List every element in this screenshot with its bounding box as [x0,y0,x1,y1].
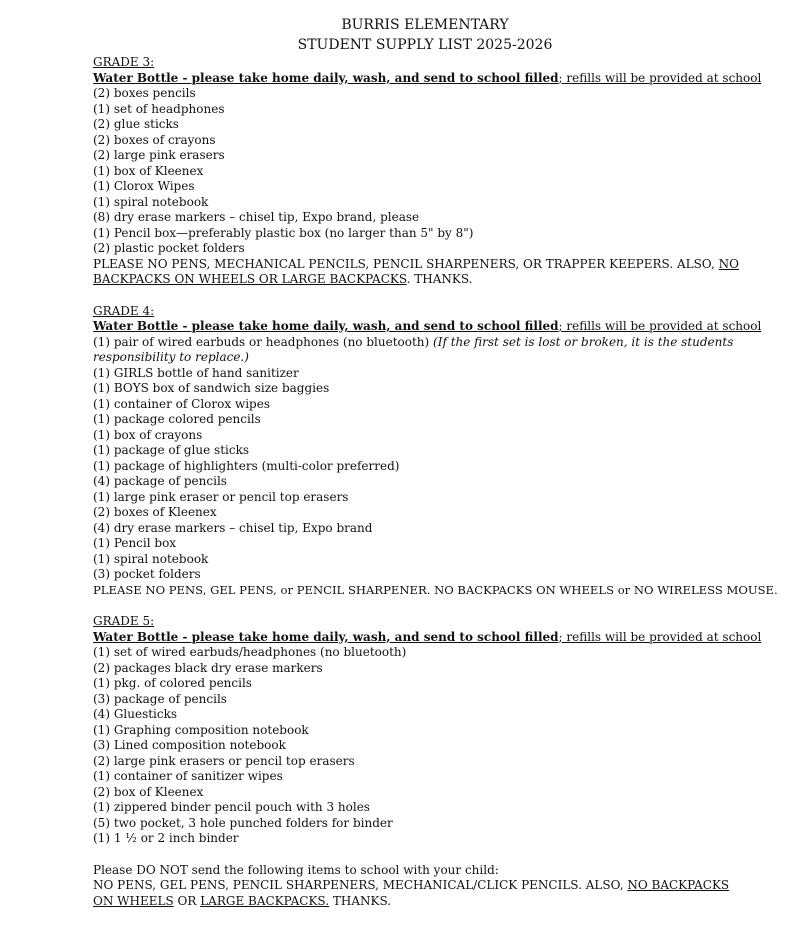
list-item: (1) Graphing composition notebook [93,722,309,737]
footer-underlined-large: LARGE BACKPACKS. [200,893,330,908]
list-item: (2) large pink erasers [93,148,225,162]
list-item: (1) spiral notebook [93,551,209,566]
list-item: (1) Pencil box [93,536,177,550]
list-item: (2) large pink erasers or pencil top erasers [93,753,355,768]
water-bottle-bold: Water Bottle - please take home daily, wash, and send to school filled [93,70,559,85]
section-spacer [93,288,773,304]
grade-3-note-text: PLEASE NO PENS, MECHANICAL PENCILS, PENCIL SHARPENERS, OR TRAPPER KEEPERS. ALSO, [93,256,719,271]
water-bottle-line [93,319,773,335]
water-bottle-refills: ; refills will be provided at school [558,319,762,333]
list-item: (1) Pencil box—preferably plastic box (no larger than 5" by 8") [93,225,474,240]
footer-prohibited-text: NO PENS, GEL PENS, PENCIL SHARPENERS, MECHANICAL/CLICK PENCILS. ALSO, [93,878,628,892]
list-item: (1) package colored pencils [93,412,261,426]
water-bottle-refills: ; refills will be provided at school [558,70,762,85]
school-name: BURRIS ELEMENTARY [341,17,509,33]
grade-3-heading: GRADE 3: [93,55,155,69]
list-item: (2) plastic pocket folders [93,241,245,255]
grade-3-items [93,86,773,257]
list-item: (2) glue sticks [93,117,179,131]
list-item: (2) boxes of crayons [93,132,216,147]
list-item: (1) GIRLS bottle of hand sanitizer [93,365,299,380]
water-bottle-refills: ; refills will be provided at school [558,629,762,644]
list-item: (1) box of Kleenex [93,163,204,178]
list-item: (1) large pink eraser or pencil top erasers [93,489,349,504]
list-item: (1) zippered binder pencil pouch with 3 holes [93,800,370,814]
list-item: (2) boxes of Kleenex [93,505,217,519]
list-item: (3) package of pencils [93,691,227,706]
footer-note [93,863,773,910]
list-item: (1) container of sanitizer wipes [93,769,283,783]
list-item: (1) package of glue sticks [93,443,250,457]
list-item: (2) boxes pencils [93,86,196,100]
grade-4-items [93,366,773,583]
list-item: (1) set of wired earbuds/headphones (no bluetooth) [93,645,407,659]
document-header [0,15,790,55]
list-item: (1) Clorox Wipes [93,179,195,193]
list-title: STUDENT SUPPLY LIST 2025-2026 [297,37,553,53]
earbuds-item: (1) pair of wired earbuds or headphones (no bluetooth) [93,334,434,349]
water-bottle-bold: Water Bottle - please take home daily, wash, and send to school filled [93,629,559,644]
grade-3-section [93,55,773,288]
grade-5-section [93,614,773,847]
list-item: (3) Lined composition notebook [93,738,286,752]
list-item: (2) box of Kleenex [93,784,204,799]
footer-end: THANKS. [329,893,392,908]
water-bottle-bold: Water Bottle - please take home daily, wash, and send to school filled [93,319,559,333]
list-item: (4) dry erase markers – chisel tip, Expo brand [93,520,373,535]
list-item: (3) pocket folders [93,567,201,581]
list-item: (1) container of Clorox wipes [93,396,270,411]
list-item: (4) package of pencils [93,474,227,488]
list-item: (1) pkg. of colored pencils [93,676,252,690]
grade-5-heading: GRADE 5: [93,614,155,628]
grade-4-section [93,303,778,599]
section-spacer [93,598,773,614]
list-item: (5) two pocket, 3 hole punched folders for binder [93,815,393,830]
footer-mid: OR [173,893,201,908]
grade-4-note: PLEASE NO PENS, GEL PENS, or PENCIL SHARPENER. NO BACKPACKS ON WHEELS or NO WIRELESS MOUSE. [93,582,778,597]
list-item [93,335,753,366]
section-spacer [93,847,773,863]
water-bottle-line [93,630,773,646]
list-item: (1) BOYS box of sandwich size baggies [93,381,330,395]
list-item: (1) spiral notebook [93,194,209,209]
list-item: (1) box of crayons [93,427,203,442]
footer-prohibited [93,878,733,909]
grade-3-note [93,257,773,288]
supply-list-body [93,55,778,909]
list-item: (1) set of headphones [93,101,225,116]
list-item: (2) packages black dry erase markers [93,660,323,675]
grade-3-note-end: . THANKS. [406,272,473,286]
footer-intro: Please DO NOT send the following items to school with your child: [93,862,499,877]
grade-3-note-underlined: NO BACKPACKS ON WHEELS OR LARGE BACKPACKS [93,256,739,286]
list-item: (1) 1 ½ or 2 inch binder [93,831,239,845]
list-item: (4) Gluesticks [93,707,178,721]
footer-underlined-wheels: NO BACKPACKS ON WHEELS [93,878,730,908]
grade-5-items [93,645,773,847]
earbuds-note-italic: (If the first set is lost or broken, it is the students responsibility to replace.) [93,334,734,364]
list-item: (8) dry erase markers – chisel tip, Expo brand, please [93,210,420,224]
grade-4-heading: GRADE 4: [93,303,155,318]
water-bottle-line [93,71,773,87]
list-item: (1) package of highlighters (multi-color preferred) [93,458,400,473]
